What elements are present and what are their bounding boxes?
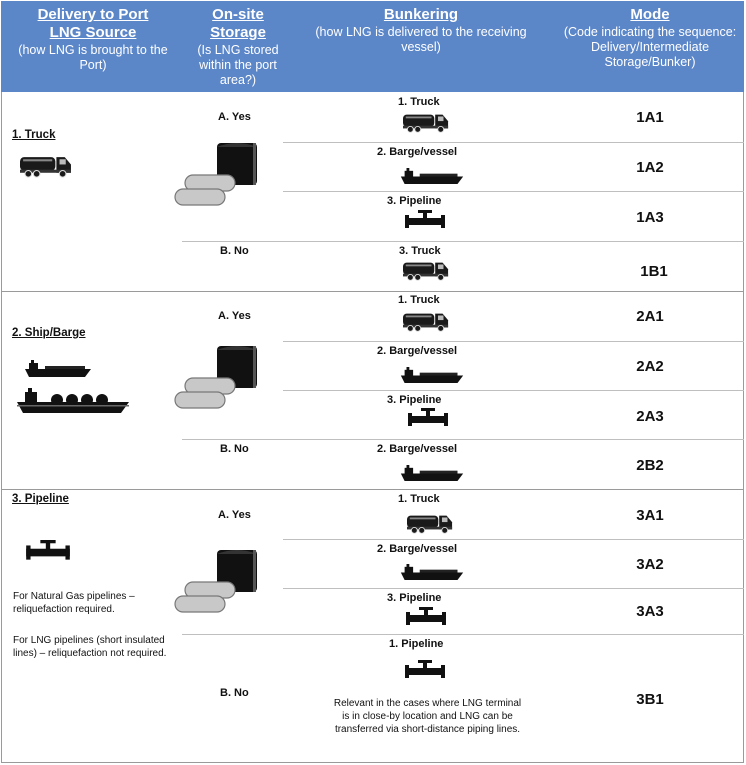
- header-col-storage-subtitle: (Is LNG stored within the port area?): [197, 43, 279, 87]
- truck-icon: [407, 511, 453, 535]
- bunkering-label: 3. Pipeline: [387, 195, 442, 207]
- sub-divider: [182, 634, 744, 635]
- storage-no-label: B. No: [220, 443, 249, 455]
- header-col-storage: [189, 6, 287, 88]
- bunkering-label: 1. Pipeline: [389, 638, 444, 650]
- truck-icon: [403, 258, 449, 282]
- mode-code: 3A2: [636, 556, 664, 573]
- header-col-bunkering-title: Bunkering: [383, 6, 459, 23]
- source-ship-label: 2. Ship/Barge: [12, 327, 86, 339]
- bunkering-label: 3. Pipeline: [387, 394, 442, 406]
- header-col-storage-title-1: On-site: [212, 6, 264, 23]
- mode-code: 1A3: [636, 209, 664, 226]
- table-header: [1, 1, 744, 92]
- header-col-delivery: [5, 6, 181, 73]
- header-col-storage-title-2: Storage: [210, 24, 266, 41]
- pipeline-icon: [405, 660, 445, 682]
- truck-icon: [403, 309, 449, 333]
- note-short-distance-piping: Relevant in the cases where LNG terminal is in close-by location and LNG can be transferred via short-distance piping lines.: [333, 698, 522, 735]
- barge-icon: [399, 367, 465, 384]
- note-natural-gas: For Natural Gas pipelines – reliquefaction required.: [13, 591, 135, 615]
- barge-icon: [399, 564, 465, 581]
- pipeline-icon: [405, 210, 445, 232]
- sub-divider: [283, 539, 744, 540]
- mode-code: 1B1: [640, 263, 668, 280]
- truck-icon: [403, 110, 449, 134]
- storage-tank-icon: [173, 141, 263, 207]
- mode-code: 2A3: [636, 408, 664, 425]
- header-col-mode-title: Mode: [630, 6, 670, 23]
- storage-no-label: B. No: [220, 245, 249, 257]
- barge-icon: [20, 360, 96, 378]
- bunkering-label: 1. Truck: [398, 294, 440, 306]
- pipeline-icon: [408, 408, 448, 430]
- mode-code: 1A2: [636, 159, 664, 176]
- sub-divider: [283, 191, 744, 192]
- sub-divider: [283, 588, 744, 589]
- mode-code: 2B2: [636, 457, 664, 474]
- header-col-mode-subtitle: (Code indicating the sequence: Delivery/Intermediate Storage/Bunker): [563, 25, 737, 69]
- lng-carrier-icon: [17, 386, 129, 414]
- bunkering-label: 3. Pipeline: [387, 592, 442, 604]
- storage-yes-label: A. Yes: [218, 509, 251, 521]
- barge-icon: [399, 168, 465, 185]
- header-col-mode: [557, 6, 743, 70]
- bunkering-label: 2. Barge/vessel: [377, 443, 458, 455]
- storage-tank-icon: [173, 548, 263, 614]
- bunkering-label: 2. Barge/vessel: [377, 345, 458, 357]
- note-lng-pipeline: For LNG pipelines (short insulated lines) – reliquefaction not required.: [13, 635, 167, 659]
- truck-icon: [20, 153, 72, 178]
- bunkering-label: 3. Truck: [399, 245, 441, 257]
- sub-divider: [182, 241, 744, 242]
- barge-icon: [399, 465, 465, 482]
- pipeline-icon: [406, 607, 446, 629]
- mode-code: 1A1: [636, 109, 664, 126]
- storage-tank-icon: [173, 344, 263, 410]
- header-col-bunkering: [306, 6, 536, 55]
- section-divider-1: [1, 291, 744, 292]
- bunkering-label: 2. Barge/vessel: [377, 543, 458, 555]
- mode-code: 2A2: [636, 358, 664, 375]
- bunkering-label: 2. Barge/vessel: [377, 146, 458, 158]
- sub-divider: [283, 341, 744, 342]
- header-col-delivery-title-2: LNG Source: [49, 24, 137, 41]
- section-divider-2: [1, 489, 744, 490]
- sub-divider: [283, 142, 744, 143]
- header-col-delivery-title-1: Delivery to Port: [37, 6, 149, 23]
- storage-yes-label: A. Yes: [218, 310, 251, 322]
- storage-no-label: B. No: [220, 687, 249, 699]
- bunkering-label: 1. Truck: [398, 493, 440, 505]
- source-pipeline-label: 3. Pipeline: [12, 493, 69, 505]
- source-truck-label: 1. Truck: [12, 129, 56, 141]
- mode-code: 2A1: [636, 308, 664, 325]
- bunkering-label: 1. Truck: [398, 96, 440, 108]
- mode-code: 3B1: [636, 691, 664, 708]
- sub-divider: [182, 439, 744, 440]
- storage-yes-label: A. Yes: [218, 111, 251, 123]
- header-col-bunkering-subtitle: (how LNG is delivered to the receiving vessel): [315, 25, 527, 54]
- mode-code: 3A3: [636, 603, 664, 620]
- header-col-delivery-subtitle: (how LNG is brought to the Port): [18, 43, 168, 72]
- mode-code: 3A1: [636, 507, 664, 524]
- sub-divider: [283, 390, 744, 391]
- pipeline-icon: [22, 540, 74, 564]
